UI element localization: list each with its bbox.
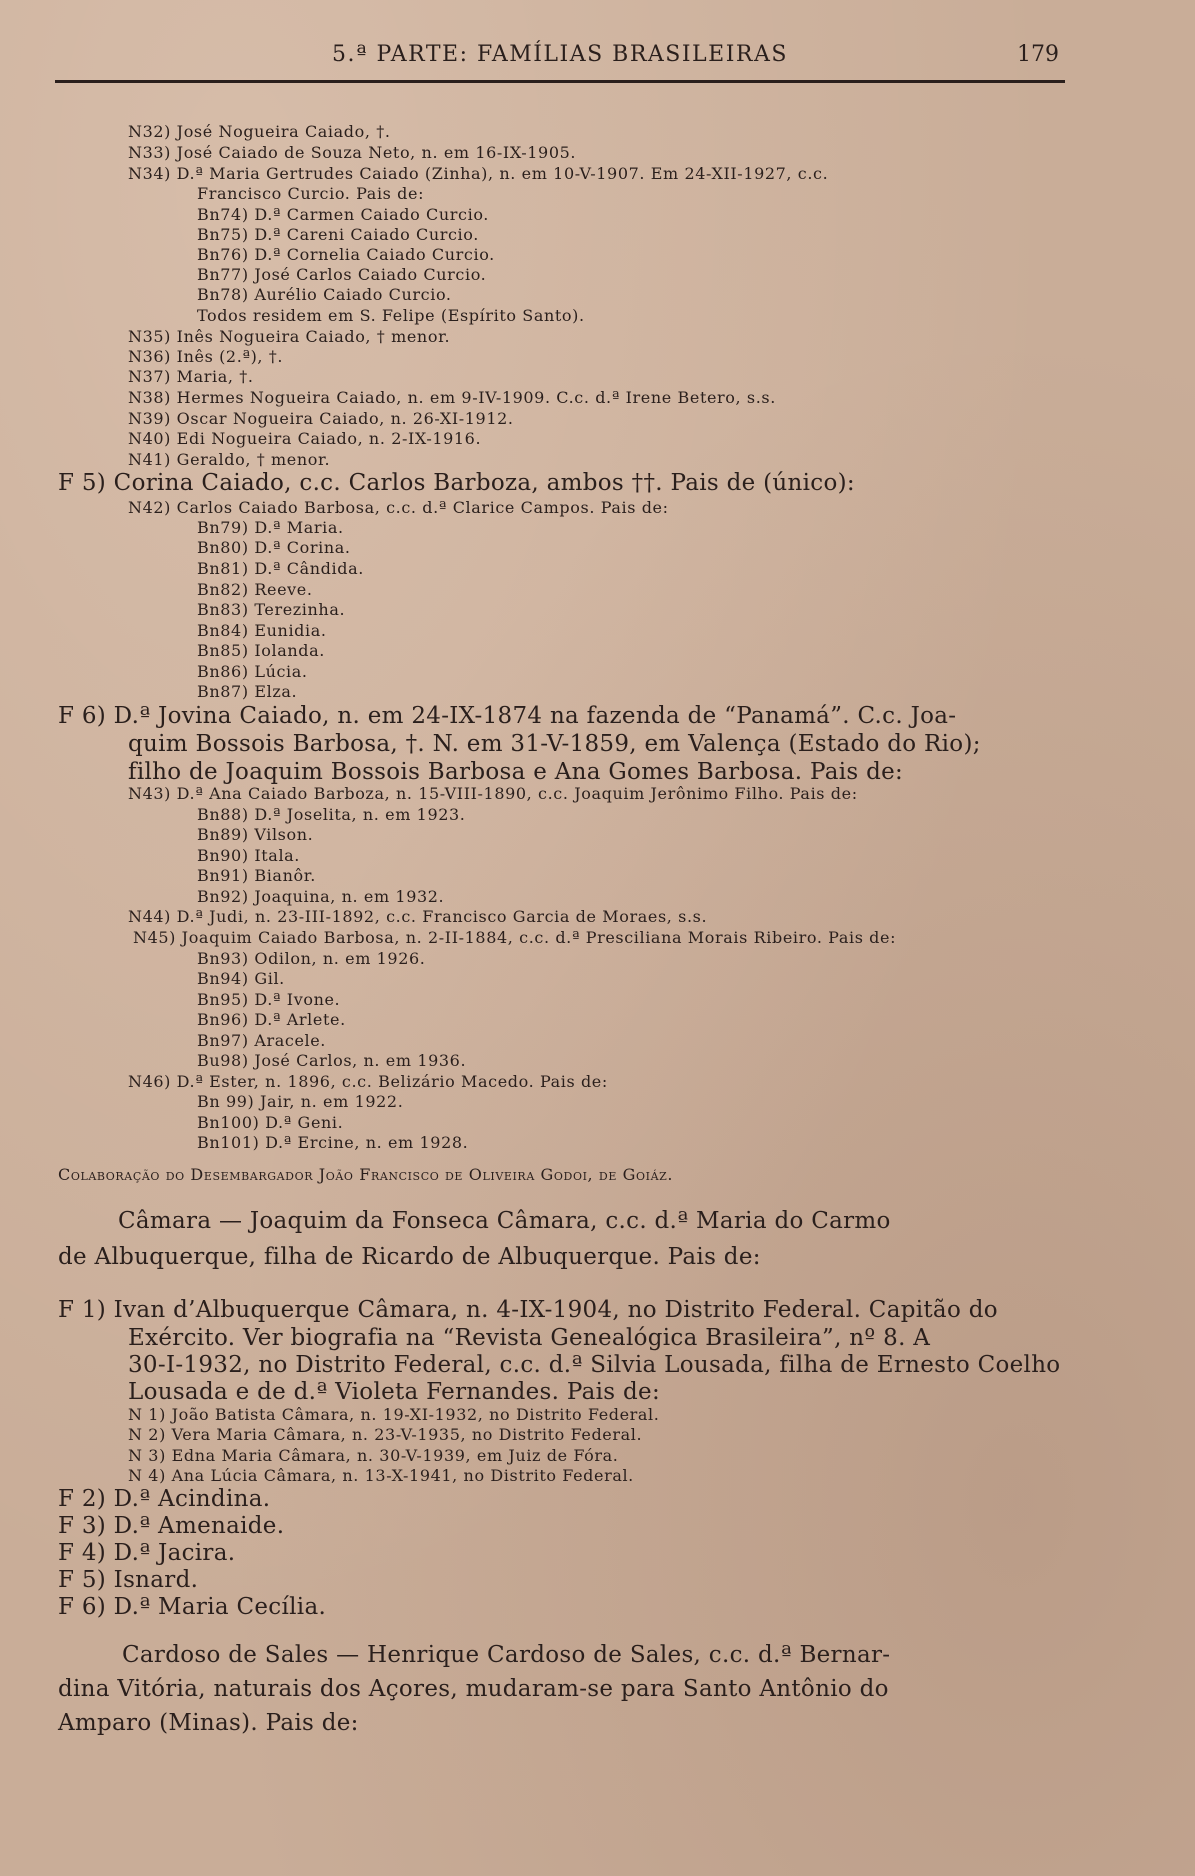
camara-n2: N 2) Vera Maria Câmara, n. 23-V-1935, no Distrito Federal.	[128, 1425, 643, 1444]
entry-bn97: Bn97) Aracele.	[197, 1031, 326, 1050]
entry-n43: N43) D.ª Ana Caiado Barboza, n. 15-VIII-1890, c.c. Joaquim Jerônimo Filho. Pais de:	[128, 784, 858, 803]
page-number: 179	[1017, 42, 1059, 67]
family-cardoso-heading: Cardoso de Sales — Henrique Cardoso de Sales, c.c. d.ª Bernar-	[122, 1642, 891, 1668]
entry-bn85: Bn85) Iolanda.	[197, 641, 325, 660]
entry-bn81: Bn81) D.ª Cândida.	[197, 559, 364, 578]
entry-bn88: Bn88) D.ª Joselita, n. em 1923.	[197, 805, 466, 824]
entry-bn87: Bn87) Elza.	[197, 682, 298, 701]
entry-bn80: Bn80) D.ª Corina.	[197, 538, 351, 557]
entry-bn94: Bn94) Gil.	[197, 969, 285, 988]
family-camara-heading-cont: de Albuquerque, filha de Ricardo de Albuquerque. Pais de:	[58, 1244, 761, 1270]
entry-bn78: Bn78) Aurélio Caiado Curcio.	[197, 285, 452, 304]
entry-n39: N39) Oscar Nogueira Caiado, n. 26-XI-1912.	[128, 409, 514, 428]
entry-f6-cont-2: filho de Joaquim Bossois Barbosa e Ana Gomes Barbosa. Pais de:	[128, 759, 904, 785]
entry-n38: N38) Hermes Nogueira Caiado, n. em 9-IV-1909. C.c. d.ª Irene Betero, s.s.	[128, 388, 776, 407]
entry-bn100: Bn100) D.ª Geni.	[197, 1113, 344, 1132]
entry-bn90: Bn90) Itala.	[197, 846, 300, 865]
entry-n35: N35) Inês Nogueira Caiado, † menor.	[128, 327, 451, 346]
entry-n34: N34) D.ª Maria Gertrudes Caiado (Zinha), n. em 10-V-1907. Em 24-XII-1927, c.c.	[128, 164, 829, 183]
camara-f1-cont-1: Exército. Ver biografia na “Revista Genealógica Brasileira”, nº 8. A	[128, 1325, 931, 1351]
family-cardoso-heading-cont-2: Amparo (Minas). Pais de:	[58, 1710, 359, 1736]
entry-bu98: Bu98) José Carlos, n. em 1936.	[197, 1051, 467, 1070]
camara-n1: N 1) João Batista Câmara, n. 19-XI-1932, no Distrito Federal.	[128, 1405, 660, 1424]
entry-bn99: Bn 99) Jair, n. em 1922.	[197, 1092, 404, 1111]
entry-n42: N42) Carlos Caiado Barbosa, c.c. d.ª Clarice Campos. Pais de:	[128, 498, 669, 517]
entry-n46: N46) D.ª Ester, n. 1896, c.c. Belizário Macedo. Pais de:	[128, 1072, 608, 1091]
entry-n34-cont: Francisco Curcio. Pais de:	[197, 184, 425, 203]
entry-n37: N37) Maria, †.	[128, 367, 254, 386]
entry-n33: N33) José Caiado de Souza Neto, n. em 16-IX-1905.	[128, 143, 577, 162]
camara-f1-cont-2: 30-I-1932, no Distrito Federal, c.c. d.ª Silvia Lousada, filha de Ernesto Coelho	[128, 1352, 1061, 1378]
entry-n41: N41) Geraldo, † menor.	[128, 450, 331, 469]
page-header	[55, 38, 1065, 83]
entry-n40: N40) Edi Nogueira Caiado, n. 2-IX-1916.	[128, 429, 482, 448]
entry-n45: N45) Joaquim Caiado Barbosa, n. 2-II-1884, c.c. d.ª Presciliana Morais Ribeiro. Pais de:	[133, 928, 897, 947]
camara-n3: N 3) Edna Maria Câmara, n. 30-V-1939, em Juiz de Fóra.	[128, 1446, 619, 1465]
entry-bn77: Bn77) José Carlos Caiado Curcio.	[197, 265, 487, 284]
camara-f6: F 6) D.ª Maria Cecília.	[58, 1594, 327, 1620]
entry-bn82: Bn82) Reeve.	[197, 580, 313, 599]
camara-f1: F 1) Ivan d’Albuquerque Câmara, n. 4-IX-1904, no Distrito Federal. Capitão do	[58, 1297, 998, 1323]
entry-bn101: Bn101) D.ª Ercine, n. em 1928.	[197, 1133, 469, 1152]
collaboration-note: Colaboração do Desembargador João Francisco de Oliveira Godoi, de Goiáz.	[58, 1165, 674, 1184]
entry-f6: F 6) D.ª Jovina Caiado, n. em 24-IX-1874 na fazenda de “Panamá”. C.c. Joa-	[58, 703, 957, 729]
entry-bn74: Bn74) D.ª Carmen Caiado Curcio.	[197, 205, 489, 224]
camara-f3: F 3) D.ª Amenaide.	[58, 1513, 285, 1539]
camara-f4: F 4) D.ª Jacira.	[58, 1540, 236, 1566]
entry-f6-cont-1: quim Bossois Barbosa, †. N. em 31-V-1859, em Valença (Estado do Rio);	[128, 731, 981, 757]
entry-bn93: Bn93) Odilon, n. em 1926.	[197, 949, 426, 968]
entry-f5: F 5) Corina Caiado, c.c. Carlos Barboza, ambos ††. Pais de (único):	[58, 470, 855, 496]
entry-bn83: Bn83) Terezinha.	[197, 600, 346, 619]
entry-bn96: Bn96) D.ª Arlete.	[197, 1010, 346, 1029]
entry-n44: N44) D.ª Judi, n. 23-III-1892, c.c. Francisco Garcia de Moraes, s.s.	[128, 907, 708, 926]
family-cardoso-heading-cont-1: dina Vitória, naturais dos Açores, mudaram-se para Santo Antônio do	[58, 1676, 889, 1702]
entry-residence-note: Todos residem em S. Felipe (Espírito Santo).	[197, 306, 585, 325]
entry-bn86: Bn86) Lúcia.	[197, 662, 308, 681]
running-title: 5.ª PARTE: FAMÍLIAS BRASILEIRAS	[332, 42, 788, 67]
entry-bn76: Bn76) D.ª Cornelia Caiado Curcio.	[197, 245, 495, 264]
entry-bn79: Bn79) D.ª Maria.	[197, 518, 344, 537]
camara-f1-cont-3: Lousada e de d.ª Violeta Fernandes. Pais de:	[128, 1379, 660, 1405]
entry-bn84: Bn84) Eunidia.	[197, 621, 327, 640]
family-camara-heading: Câmara — Joaquim da Fonseca Câmara, c.c. d.ª Maria do Carmo	[118, 1208, 891, 1234]
camara-n4: N 4) Ana Lúcia Câmara, n. 13-X-1941, no Distrito Federal.	[128, 1466, 634, 1485]
entry-bn75: Bn75) D.ª Careni Caiado Curcio.	[197, 225, 479, 244]
entry-bn92: Bn92) Joaquina, n. em 1932.	[197, 887, 445, 906]
entry-bn89: Bn89) Vilson.	[197, 825, 314, 844]
entry-bn95: Bn95) D.ª Ivone.	[197, 990, 341, 1009]
camara-f2: F 2) D.ª Acindina.	[58, 1486, 271, 1512]
camara-f5: F 5) Isnard.	[58, 1567, 199, 1593]
entry-n32: N32) José Nogueira Caiado, †.	[128, 122, 391, 141]
entry-bn91: Bn91) Bianôr.	[197, 866, 316, 885]
entry-n36: N36) Inês (2.ª), †.	[128, 347, 284, 366]
